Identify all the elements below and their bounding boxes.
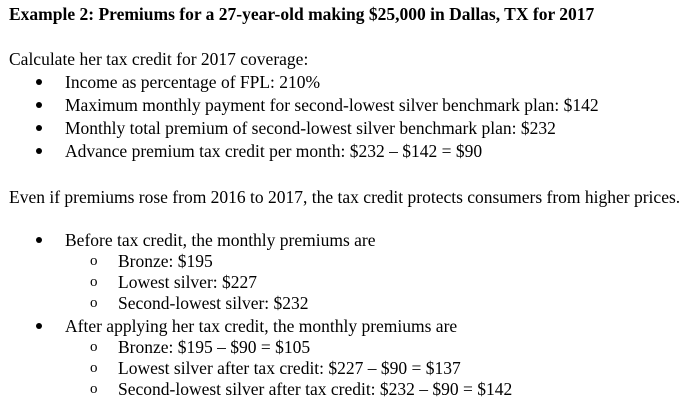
sub-list-item bbox=[0, 358, 700, 378]
sub-list-item-text: Bronze: $195 – $90 = $105 bbox=[118, 337, 311, 357]
list-item bbox=[0, 118, 700, 138]
circle-bullet-icon: o bbox=[90, 295, 98, 311]
bullet-icon bbox=[34, 95, 44, 115]
list-item bbox=[0, 141, 700, 161]
bullet-icon bbox=[34, 72, 44, 92]
list-item bbox=[0, 72, 700, 92]
sub-list-item-text: Lowest silver: $227 bbox=[118, 272, 258, 292]
circle-bullet-icon: o bbox=[90, 381, 98, 397]
sub-list-item bbox=[0, 337, 700, 357]
list-item-text: Income as percentage of FPL: 210% bbox=[65, 72, 321, 92]
section2-intro: Even if premiums rose from 2016 to 2017, the tax credit protects consumers from higher prices. bbox=[9, 187, 681, 207]
section1-intro: Calculate her tax credit for 2017 coverage: bbox=[9, 49, 309, 69]
circle-bullet-icon: o bbox=[90, 339, 98, 355]
list-item-text: After applying her tax credit, the monthly premiums are bbox=[65, 316, 458, 336]
circle-bullet-icon: o bbox=[90, 274, 98, 290]
sub-list-item bbox=[0, 379, 700, 399]
bullet-icon bbox=[34, 141, 44, 161]
sub-list-item-text: Second-lowest silver: $232 bbox=[118, 293, 309, 313]
circle-bullet-icon: o bbox=[90, 360, 98, 376]
list-item-text: Before tax credit, the monthly premiums are bbox=[65, 230, 376, 250]
example-title: Example 2: Premiums for a 27-year-old making $25,000 in Dallas, TX for 2017 bbox=[9, 4, 595, 24]
sub-list-item-text: Lowest silver after tax credit: $227 – $90 = $137 bbox=[118, 358, 461, 378]
sub-list-item-text: Second-lowest silver after tax credit: $232 – $90 = $142 bbox=[118, 379, 513, 399]
list-item-text: Advance premium tax credit per month: $232 – $142 = $90 bbox=[65, 141, 483, 161]
sub-list-item bbox=[0, 251, 700, 271]
list-item-text: Maximum monthly payment for second-lowest silver benchmark plan: $142 bbox=[65, 95, 599, 115]
list-item bbox=[0, 95, 700, 115]
sub-list-item-text: Bronze: $195 bbox=[118, 251, 213, 271]
circle-bullet-icon: o bbox=[90, 253, 98, 269]
bullet-icon bbox=[34, 316, 44, 336]
list-item-text: Monthly total premium of second-lowest silver benchmark plan: $232 bbox=[65, 118, 556, 138]
list-item bbox=[0, 230, 700, 250]
bullet-icon bbox=[34, 118, 44, 138]
list-item bbox=[0, 316, 700, 336]
sub-list-item bbox=[0, 293, 700, 313]
bullet-icon bbox=[34, 230, 44, 250]
sub-list-item bbox=[0, 272, 700, 292]
